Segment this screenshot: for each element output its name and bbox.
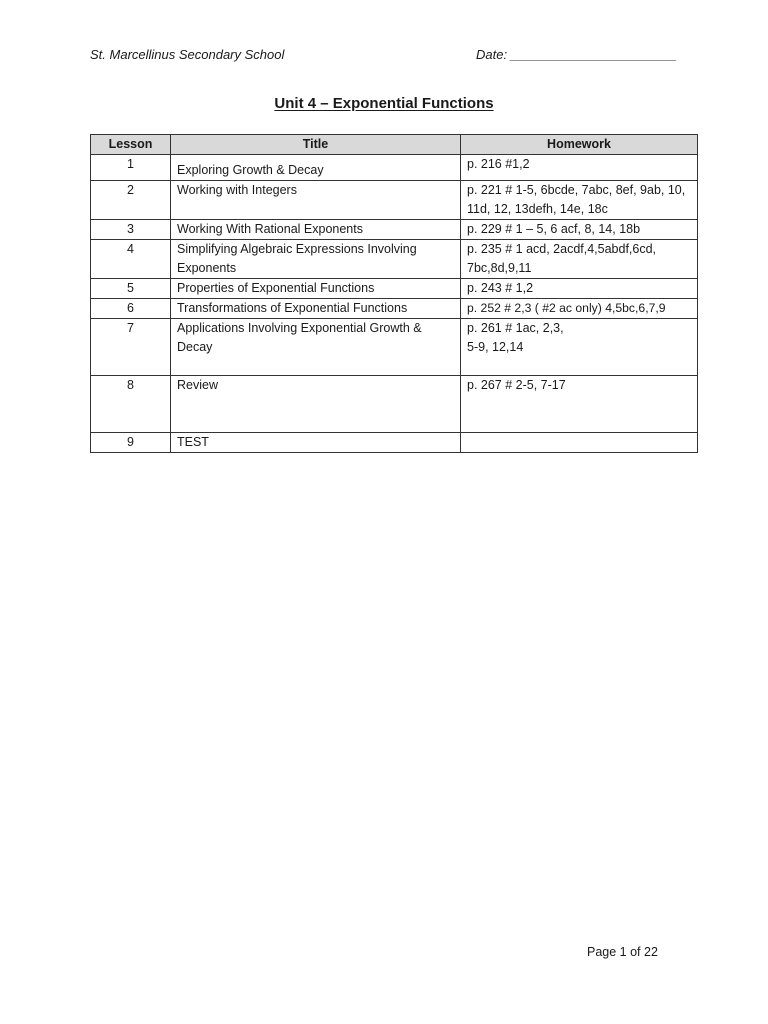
homework-line: 5-9, 12,14 <box>467 340 524 354</box>
table-row <box>91 376 698 433</box>
lesson-number: 5 <box>91 279 171 299</box>
lesson-number: 1 <box>91 155 171 181</box>
lesson-homework: p. 252 # 2,3 ( #2 ac only) 4,5bc,6,7,9 <box>461 299 698 319</box>
lesson-title: Applications Involving Exponential Growth & Decay <box>171 319 461 376</box>
table-row <box>91 220 698 240</box>
page-title-text: Unit 4 – Exponential Functions <box>274 95 494 112</box>
school-name: St. Marcellinus Secondary School <box>90 47 285 62</box>
lesson-number: 3 <box>91 220 171 240</box>
lesson-title: Review <box>171 376 461 433</box>
table-row <box>91 319 698 376</box>
table-row <box>91 433 698 453</box>
table-row <box>91 155 698 181</box>
page-title <box>0 95 768 112</box>
table-row <box>91 240 698 279</box>
lesson-homework: p. 267 # 2-5, 7-17 <box>461 376 698 433</box>
column-header-title: Title <box>171 135 461 155</box>
lesson-number: 2 <box>91 181 171 220</box>
homework-line: p. 261 # 1ac, 2,3, <box>467 321 564 335</box>
lesson-homework <box>461 319 698 376</box>
lesson-homework: p. 216 #1,2 <box>461 155 698 181</box>
column-header-lesson: Lesson <box>91 135 171 155</box>
table-row <box>91 299 698 319</box>
lesson-title: TEST <box>171 433 461 453</box>
lesson-table <box>90 134 698 453</box>
date-field-label: Date: _______________________ <box>476 47 677 62</box>
table-header-row <box>91 135 698 155</box>
lesson-number: 4 <box>91 240 171 279</box>
lesson-title: Transformations of Exponential Functions <box>171 299 461 319</box>
lesson-title-text: Exploring Growth & Decay <box>177 163 324 177</box>
lesson-homework: p. 229 # 1 – 5, 6 acf, 8, 14, 18b <box>461 220 698 240</box>
lesson-title: Working With Rational Exponents <box>171 220 461 240</box>
lesson-number: 6 <box>91 299 171 319</box>
table-row <box>91 181 698 220</box>
table-row <box>91 279 698 299</box>
lesson-homework: p. 243 # 1,2 <box>461 279 698 299</box>
lesson-title: Properties of Exponential Functions <box>171 279 461 299</box>
page-number: Page 1 of 22 <box>587 945 658 959</box>
lesson-homework: p. 235 # 1 acd, 2acdf,4,5abdf,6cd, 7bc,8d,9,11 <box>461 240 698 279</box>
lesson-homework: p. 221 # 1-5, 6bcde, 7abc, 8ef, 9ab, 10, 11d, 12, 13defh, 14e, 18c <box>461 181 698 220</box>
lesson-homework <box>461 433 698 453</box>
lesson-title: Working with Integers <box>171 181 461 220</box>
lesson-number: 9 <box>91 433 171 453</box>
column-header-homework: Homework <box>461 135 698 155</box>
lesson-title <box>171 155 461 181</box>
lesson-number: 7 <box>91 319 171 376</box>
lesson-title: Simplifying Algebraic Expressions Involving Exponents <box>171 240 461 279</box>
lesson-number: 8 <box>91 376 171 433</box>
